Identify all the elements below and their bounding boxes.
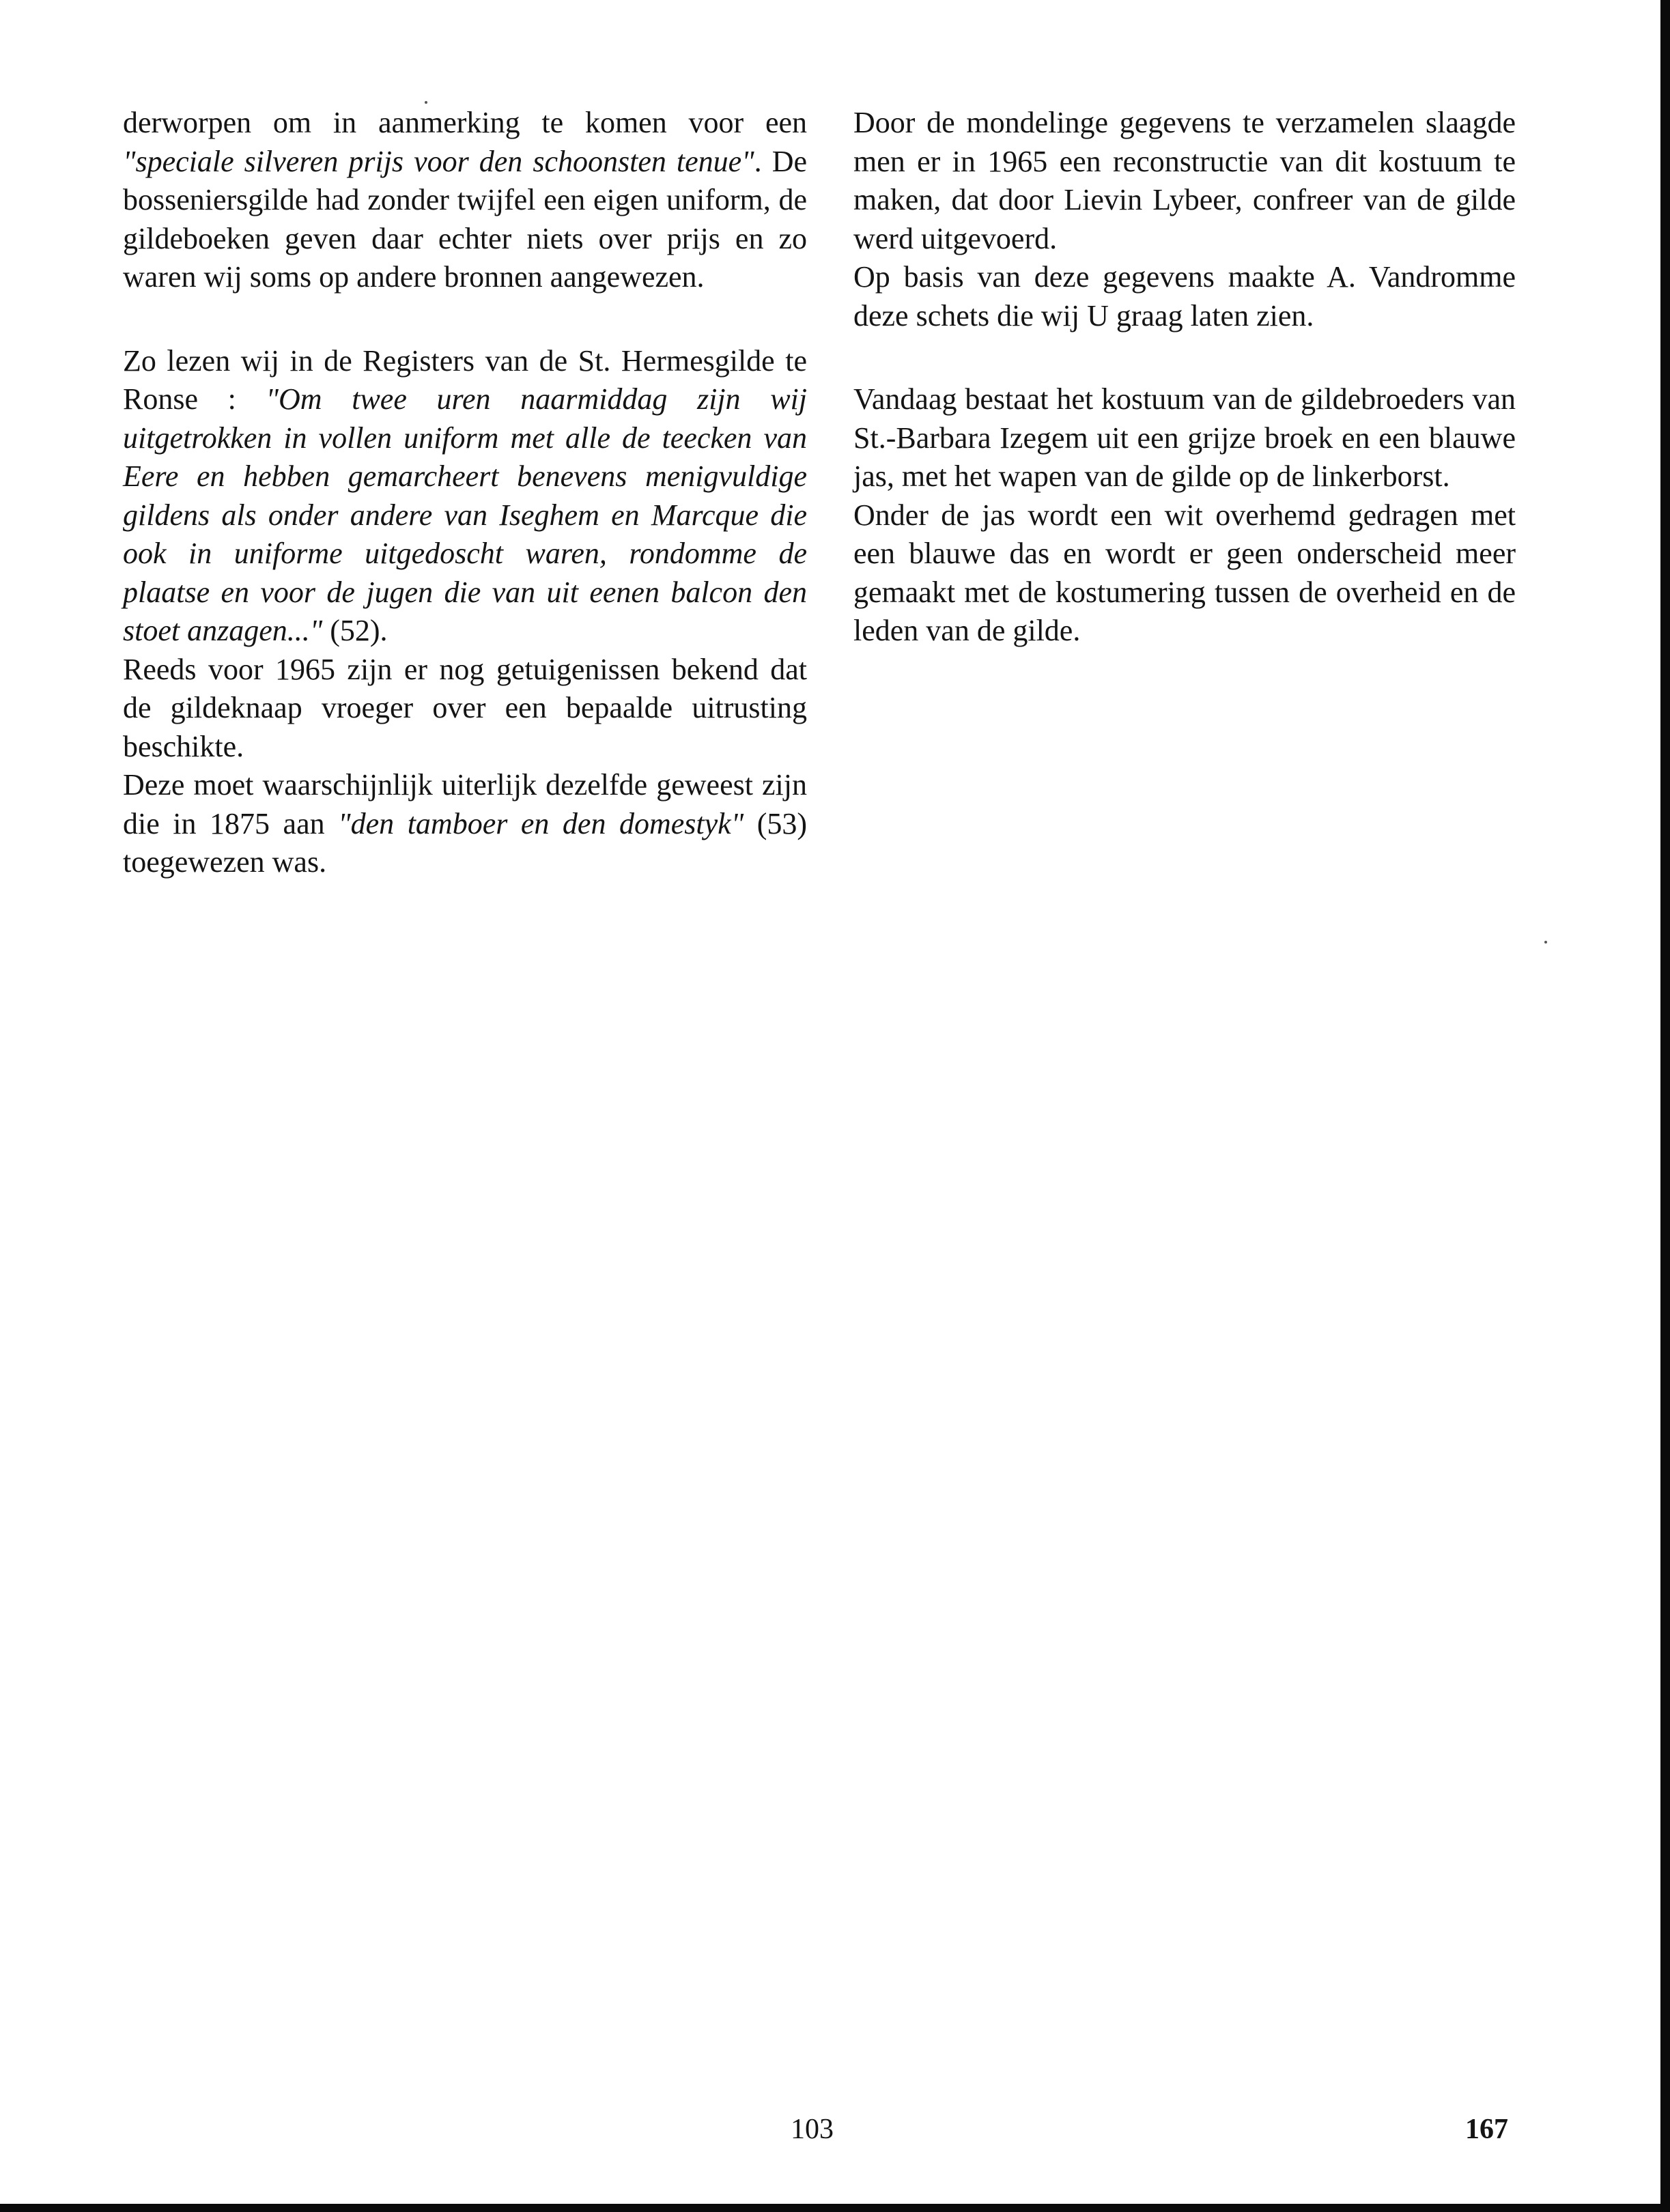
right-paragraph-1: Door de mondelinge gegevens te verzamelen slaagde men er in 1965 een reconstructie van dit kostuum te maken, dat door Lievin Lybeer, confreer van de gilde werd uitgevoerd. <box>853 106 1516 255</box>
right-paragraph-3: Vandaag bestaat het kostuum van de gildebroeders van St.-Barbara Izegem uit een grijze broek en een blauwe jas, met het wapen van de gilde op de linkerborst. <box>853 382 1516 493</box>
footnote-ref: (52). <box>322 614 388 647</box>
scan-speck <box>1544 941 1547 944</box>
left-paragraph-3: Reeds voor 1965 zijn er nog getuigenissen bekend dat de gildeknaap vroeger over een bepaalde uitrusting beschikte. <box>123 652 807 763</box>
scan-edge-right <box>1660 0 1670 2212</box>
left-paragraph-1 <box>123 104 807 297</box>
page-number-right: 167 <box>1465 2114 1508 2145</box>
scan-edge-bottom <box>0 2204 1670 2212</box>
right-paragraph-2: Op basis van deze gegevens maakte A. Vandromme deze schets die wij U graag laten zien. <box>853 260 1516 332</box>
page-number-center: 103 <box>791 2114 834 2145</box>
quoted-italic-text: "speciale silveren prijs voor den schoonsten tenue" <box>123 144 754 178</box>
text-run: Deze moet waarschijnlijk uiterlijk dezelfde geweest zijn die in 1875 aan <box>123 768 807 840</box>
right-paragraph-4: Onder de jas wordt een wit overhemd gedragen met een blauwe das en wordt er geen onderscheid meer gemaakt met de kostumering tussen de overheid en de leden van de gilde. <box>853 498 1516 647</box>
text-run: Zo lezen wij in de Registers van de St. Hermesgilde te Ronse : <box>123 343 807 416</box>
left-paragraph-2 <box>123 342 807 651</box>
right-column <box>853 104 1516 651</box>
left-paragraph-4 <box>123 766 807 882</box>
left-column <box>123 104 807 882</box>
quoted-italic-text: "Om twee uren naarmiddag zijn wij uitgetrokken in vollen uniform met alle de teecken van Eere en hebben gemarcheert benevens menigvuldige gildens als onder andere van Iseghem en Marcque die ook in uniforme uitgedoscht waren, rondomme de plaatse en voor de jugen die van uit eenen balcon den stoet anzagen..." <box>123 382 807 647</box>
text-run: . De bosseniersgilde had zonder twijfel een eigen uniform, de gildeboeken geven daar echter niets over prijs en zo waren wij soms op andere bronnen aangewezen. <box>123 144 807 294</box>
text-run: derworpen om in aanmerking te komen voor een <box>123 106 807 139</box>
quoted-italic-text: "den tamboer en den domestyk" <box>338 806 744 840</box>
scan-speck <box>425 101 427 104</box>
text-run: (53) toegewezen was. <box>123 806 808 879</box>
